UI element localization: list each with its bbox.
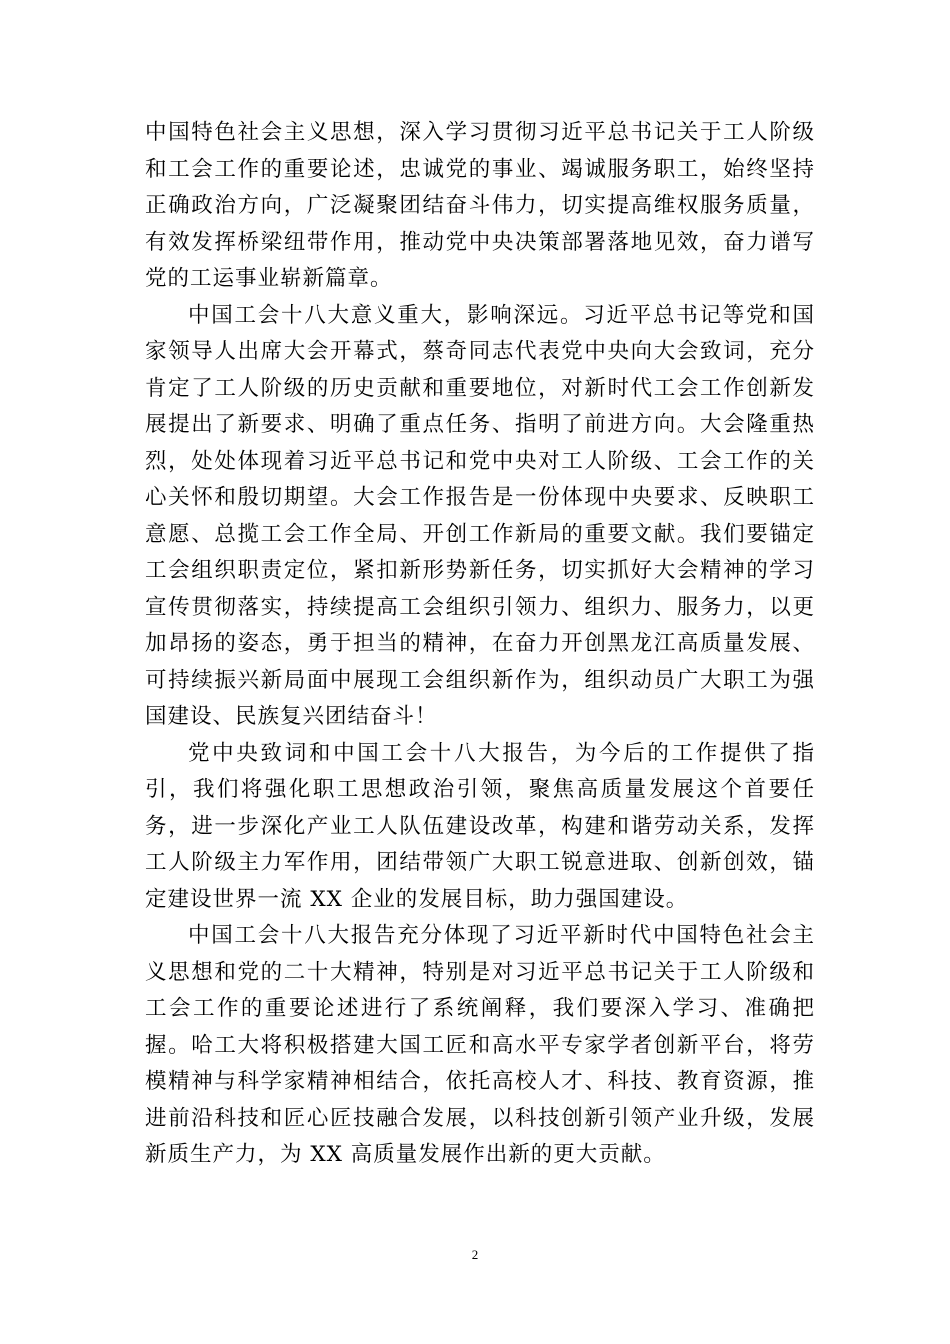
paragraph: 党中央致词和中国工会十八大报告，为今后的工作提供了指引，我们将强化职工思想政治引领，聚焦高质量发展这个首要任务，进一步深化产业工人队伍建设改革，构建和谐劳动关系，发挥工人阶级主力军作用，团结带领广大职工锐意进取、创新创效，锚定建设世界一流 XX 企业的发展目标，助力强国建设。: [145, 740, 815, 912]
paragraph: 中国工会十八大报告充分体现了习近平新时代中国特色社会主义思想和党的二十大精神，特别是对习近平总书记关于工人阶级和工会工作的重要论述进行了系统阐释，我们要深入学习、准确把握。哈工大将积极搭建大国工匠和高水平专家学者创新平台，将劳模精神与科学家精神相结合，依托高校人才、科技、教育资源，推进前沿科技和匠心匠技融合发展，以科技创新引领产业升级，发展新质生产力，为 XX 高质量发展作出新的更大贡献。: [145, 923, 815, 1167]
page-number: 2: [471, 1247, 479, 1262]
paragraph: 中国工会十八大意义重大，影响深远。习近平总书记等党和国家领导人出席大会开幕式，蔡奇同志代表党中央向大会致词，充分肯定了工人阶级的历史贡献和重要地位，对新时代工会工作创新发展提出了新要求、明确了重点任务、指明了前进方向。大会隆重热烈，处处体现着习近平总书记和党中央对工人阶级、工会工作的关心关怀和殷切期望。大会工作报告是一份体现中央要求、反映职工意愿、总揽工会工作全局、开创工作新局的重要文献。我们要锚定工会组织职责定位，紧扣新形势新任务，切实抓好大会精神的学习宣传贯彻落实，持续提高工会组织引领力、组织力、服务力，以更加昂扬的姿态，勇于担当的精神，在奋力开创黑龙江高质量发展、可持续振兴新局面中展现工会组织新作为，组织动员广大职工为强国建设、民族复兴团结奋斗！: [145, 302, 815, 729]
paragraph-continuation: 中国特色社会主义思想，深入学习贯彻习近平总书记关于工人阶级和工会工作的重要论述，忠诚党的事业、竭诚服务职工，始终坚持正确政治方向，广泛凝聚团结奋斗伟力，切实提高维权服务质量，有效发挥桥梁纽带作用，推动党中央决策部署落地见效，奋力谱写党的工运事业崭新篇章。: [145, 120, 815, 291]
body-text: [145, 115, 815, 1174]
